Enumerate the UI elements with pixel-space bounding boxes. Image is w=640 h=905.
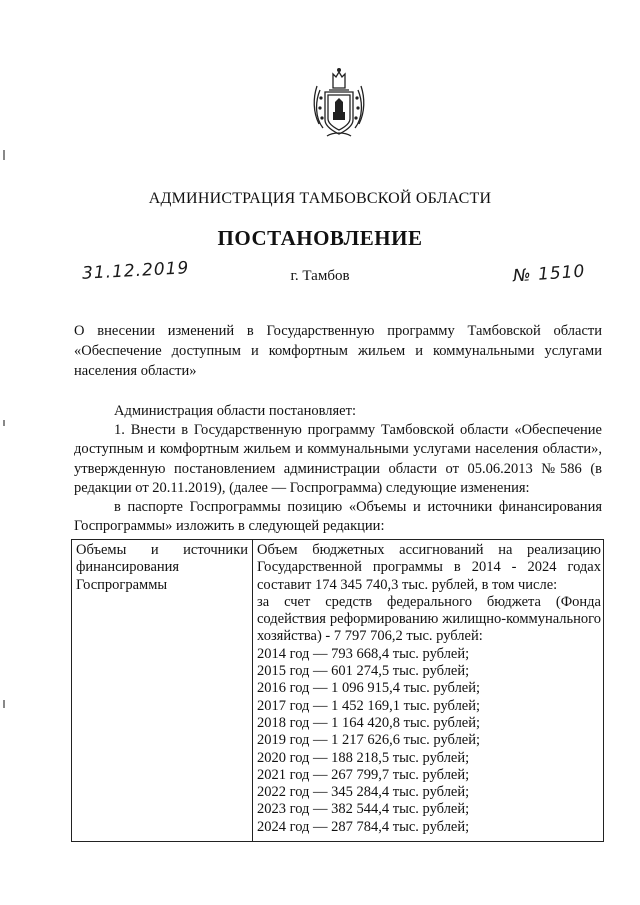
year-line: 2016 год — 1 096 915,4 тыс. рублей; [257,680,481,697]
body-paragraph-passport: в паспорте Госпрограммы позицию «Объемы и источники финансирования Госпрограммы» изложить в следующей редакции: [74,499,602,535]
table-column-divider [252,540,253,841]
handwritten-document-number: № 1510 [512,261,586,287]
year-line: 2018 год — 1 164 420,8 тыс. рублей; [257,714,481,731]
year-line: 2015 год — 601 274,5 тыс. рублей; [257,663,470,680]
year-line: 2014 год — 793 668,4 тыс. рублей; [257,645,470,662]
scan-margin-mark [3,700,5,708]
year-line: 2024 год — 287 784,4 тыс. рублей; [257,818,470,835]
organization-title: АДМИНИСТРАЦИЯ ТАМБОВСКОЙ ОБЛАСТИ [148,190,492,207]
table-left-cell: Объемы и источники финансирования Госпрограммы [76,542,248,593]
federal-budget-line: за счет средств федерального бюджета (Фонда содействия реформированию жилищно-коммунального хозяйства) - 7 797 706,2 тыс. рублей: [257,593,601,645]
year-line: 2017 год — 1 452 169,1 тыс. рублей; [257,697,481,714]
document-type-heading: ПОСТАНОВЛЕНИЕ [217,226,423,250]
scan-margin-mark [3,420,5,426]
document-body [74,402,602,536]
document-subject: О внесении изменений в Государственную программу Тамбовской области «Обеспечение доступным и комфортным жильем и коммунальными услугами населения области» [74,323,602,379]
year-line: 2021 год — 267 799,7 тыс. рублей; [257,766,470,783]
coat-of-arms-emblem [311,62,367,140]
year-line: 2020 год — 188 218,5 тыс. рублей; [257,749,470,766]
financing-table [71,539,604,842]
handwritten-date: 31.12.2019 [81,258,190,284]
year-line: 2023 год — 382 544,4 тыс. рублей; [257,801,470,818]
year-line: 2022 год — 345 284,4 тыс. рублей; [257,784,470,801]
year-line: 2019 год — 1 217 626,6 тыс. рублей; [257,732,481,749]
body-paragraph-resolves: Администрация области постановляет: [114,403,356,419]
financing-intro: Объем бюджетных ассигнований на реализацию Государственной программы в 2014 - 2024 годах составит 174 345 740,3 тыс. рублей, в том числе: [257,542,601,593]
table-right-cell [257,542,601,836]
scan-margin-mark [3,150,5,160]
city-label: г. Тамбов [290,268,350,284]
body-paragraph-item-1: 1. Внести в Государственную программу Тамбовской области «Обеспечение доступным и комфортным жильем и коммунальными услугами населения области», утвержденную постановлением администрации области от 05.06.2013 №586 (в редакции от 20.11.2019), (далее — Госпрограмма) следующие изменения: [74,422,602,496]
